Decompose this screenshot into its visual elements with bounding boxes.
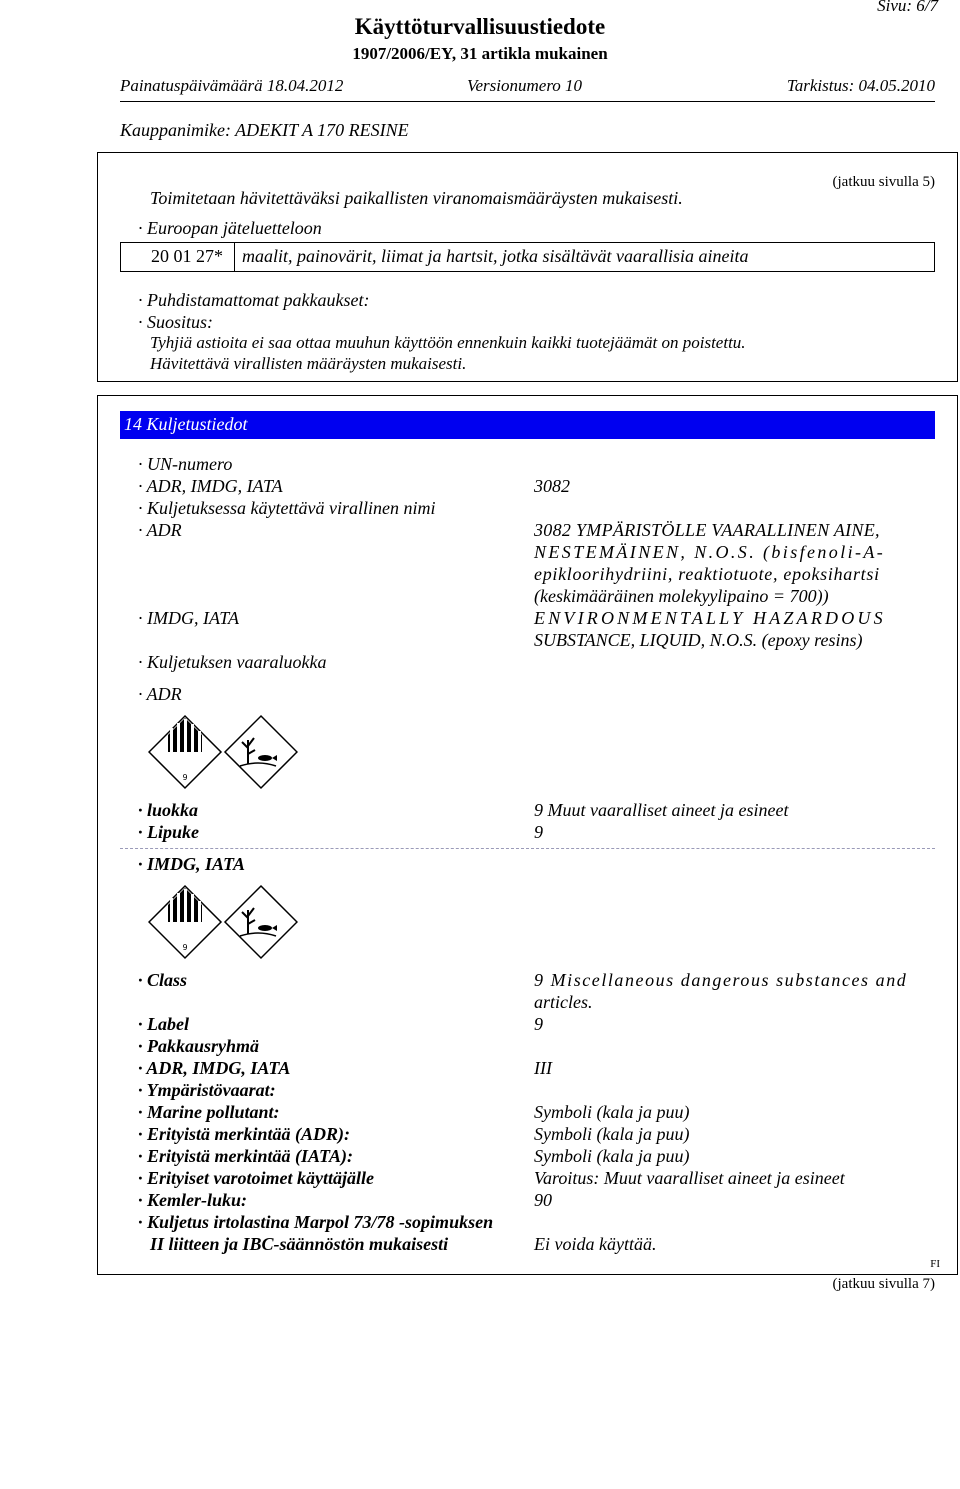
imdg-pictograms <box>148 884 298 960</box>
imdg-label: · IMDG, IATA <box>138 608 239 628</box>
recommendation-text-1: Tyhjiä astioita ei saa ottaa muuhun käyttöön ennenkuin kaikki tuotejäämät on poistettu. <box>150 333 746 352</box>
label-en-label: · Label <box>138 1014 189 1034</box>
waste-code-description: maalit, painovärit, liimat ja hartsit, jotka sisältävät vaarallisia aineita <box>242 246 749 266</box>
special-marking-adr-value: Symboli (kala ja puu) <box>534 1124 690 1144</box>
trade-name: Kauppanimike: ADEKIT A 170 RESINE <box>120 120 409 140</box>
env-hazards-label: · Ympäristövaarat: <box>138 1080 276 1100</box>
continued-to-note: (jatkuu sivulla 7) <box>832 1276 935 1292</box>
special-marking-iata-value: Symboli (kala ja puu) <box>534 1146 690 1166</box>
user-precautions-value: Varoitus: Muut vaaralliset aineet ja esineet <box>534 1168 845 1188</box>
continued-from-note: (jatkuu sivulla 5) <box>832 174 935 190</box>
waste-catalogue-label: · Euroopan jäteluetteloon <box>138 218 322 238</box>
header-rule <box>120 101 935 102</box>
un-number-value: 3082 <box>534 476 570 496</box>
user-precautions-label: · Erityiset varotoimet käyttäjälle <box>138 1168 374 1188</box>
class-en-value-line-1: 9 Miscellaneous dangerous substances and <box>534 970 908 990</box>
version-number: Versionumero 10 <box>467 76 583 95</box>
class-9-diamond-icon <box>149 886 221 958</box>
bulk-transport-label-2: II liitteen ja IBC-säännöstön mukaisesti <box>150 1234 449 1254</box>
lipuke-value: 9 <box>534 822 543 842</box>
document-title: Käyttöturvallisuustiedote <box>354 14 606 39</box>
packing-group-modes-label: · ADR, IMDG, IATA <box>138 1058 291 1078</box>
class-en-value-line-2: articles. <box>534 992 593 1012</box>
special-marking-iata-label: · Erityistä merkintää (IATA): <box>138 1146 354 1166</box>
lipuke-label: · Lipuke <box>138 822 199 842</box>
environment-hazard-icon <box>225 716 297 788</box>
section-14-header <box>120 411 935 439</box>
class-value: 9 Muut vaaralliset aineet ja esineet <box>534 800 789 820</box>
kemler-value: 90 <box>534 1190 552 1210</box>
disposal-intro: Toimitetaan hävitettäväksi paikallisten viranomaismääräysten mukaisesti. <box>150 188 683 208</box>
kemler-label: · Kemler-luku: <box>138 1190 248 1210</box>
adr-pictograms <box>148 714 298 790</box>
hazard-class-label: · Kuljetuksen vaaraluokka <box>138 652 327 672</box>
language-code: FI <box>930 1258 940 1270</box>
revision-date: Tarkistus: 04.05.2010 <box>786 76 935 95</box>
uncleaned-packaging-label: · Puhdistamattomat pakkaukset: <box>138 290 370 310</box>
class-9-number: 9 <box>182 943 188 952</box>
imdg-iata-hazard-label: · IMDG, IATA <box>138 854 246 874</box>
packing-group-label: · Pakkausryhmä <box>138 1036 260 1056</box>
adr-name-line-2: NESTEMÄINEN, N.O.S. (bisfenoli-A- <box>534 542 886 562</box>
class-9-number: 9 <box>182 773 188 782</box>
class-9-diamond-icon <box>149 716 221 788</box>
environment-hazard-icon <box>225 886 297 958</box>
adr-name-line-1: 3082 YMPÄRISTÖLLE VAARALLINEN AINE, <box>534 520 880 540</box>
class-label: · luokka <box>138 800 199 820</box>
shipping-name-label: · Kuljetuksessa käytettävä virallinen nimi <box>138 498 436 518</box>
waste-code-divider <box>234 242 235 272</box>
waste-code: 20 01 27* <box>151 246 223 266</box>
adr-name-line-3: epikloorihydriini, reaktiotuote, epoksihartsi <box>534 564 880 584</box>
page-number: Sivu: 6/7 <box>877 0 938 15</box>
packing-group-value: III <box>534 1058 552 1078</box>
recommendation-text-2: Hävitettävä virallisten määräysten mukaisesti. <box>150 354 467 373</box>
recommendation-label: · Suositus: <box>138 312 214 332</box>
imdg-name-line-1: ENVIRONMENTALLY HAZARDOUS <box>534 608 886 628</box>
document-subtitle: 1907/2006/EY, 31 artikla mukainen <box>352 44 608 63</box>
class-en-label: · Class <box>138 970 188 990</box>
dashed-separator <box>120 848 935 849</box>
bulk-transport-label-1: · Kuljetus irtolastina Marpol 73/78 -sopimuksen <box>138 1212 494 1232</box>
section-14-title: 14 Kuljetustiedot <box>124 414 248 434</box>
marine-pollutant-label: · Marine pollutant: <box>138 1102 280 1122</box>
special-marking-adr-label: · Erityistä merkintää (ADR): <box>138 1124 351 1144</box>
un-number-label: · UN-numero <box>138 454 233 474</box>
label-en-value: 9 <box>534 1014 543 1034</box>
adr-hazard-label: · ADR <box>138 684 182 704</box>
adr-name-line-4: (keskimääräinen molekyylipaino = 700)) <box>534 586 829 606</box>
un-modes-label: · ADR, IMDG, IATA <box>138 476 283 496</box>
imdg-name-line-2: SUBSTANCE, LIQUID, N.O.S. (epoxy resins) <box>534 630 863 650</box>
bulk-transport-value: Ei voida käyttää. <box>534 1234 657 1254</box>
print-date: Painatuspäivämäärä 18.04.2012 <box>120 76 344 95</box>
adr-label: · ADR <box>138 520 182 540</box>
marine-pollutant-value: Symboli (kala ja puu) <box>534 1102 690 1122</box>
